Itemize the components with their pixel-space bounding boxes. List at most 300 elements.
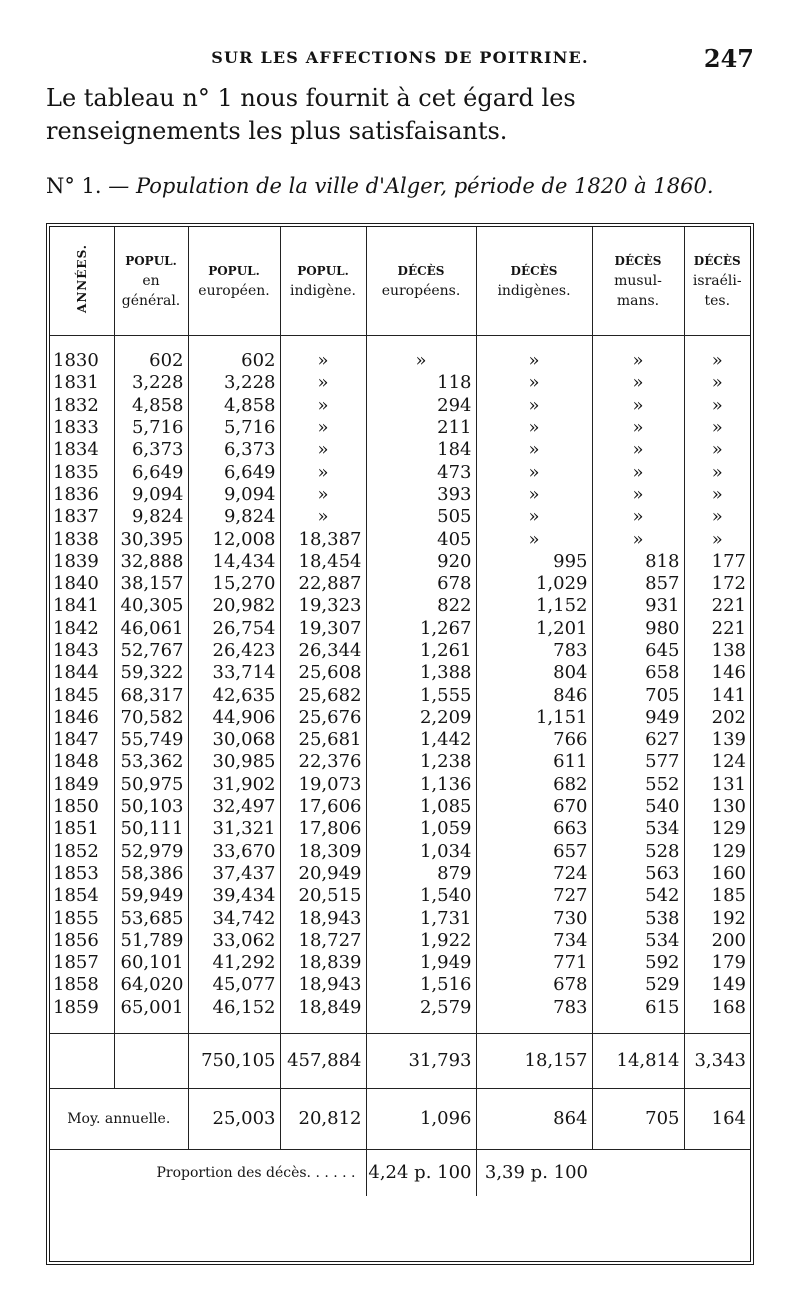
- cell-deces-indigenes: 657: [476, 841, 592, 863]
- col-header-deces-israelites: [684, 227, 750, 336]
- cell-deces-indigenes: 1,152: [476, 595, 592, 617]
- cell-pop-europeen: 34,742: [188, 907, 280, 929]
- cell-annee: 1859: [53, 996, 99, 1018]
- cell-deces-europeens: 294: [366, 395, 476, 417]
- total-cell: [50, 1033, 114, 1088]
- table-row: [50, 417, 750, 439]
- cell-pop-general: 40,305: [114, 595, 188, 617]
- cell-pop-europeen: 26,423: [188, 640, 280, 662]
- table-row: [50, 774, 750, 796]
- table-title: — Population de la ville d'Alger, période de 1820 à 1860.: [108, 174, 714, 198]
- table-row: [50, 573, 750, 595]
- cell-deces-indigenes: 1,029: [476, 573, 592, 595]
- header-line: en: [142, 273, 160, 289]
- header-row: [50, 227, 750, 336]
- cell-deces-musulmans: 818: [592, 551, 684, 573]
- cell-pop-general: 9,094: [114, 484, 188, 506]
- cell-pop-general: 60,101: [114, 952, 188, 974]
- cell-pop-general: 65,001: [114, 997, 188, 1019]
- cell-pop-europeen: 26,754: [188, 618, 280, 640]
- cell-deces-europeens: 1,555: [366, 684, 476, 706]
- cell-deces-europeens: 1,238: [366, 751, 476, 773]
- cell-pop-general: 52,979: [114, 841, 188, 863]
- cell-pop-indigene: 25,676: [280, 707, 366, 729]
- table-row: [50, 595, 750, 617]
- cell-pop-indigene: 18,454: [280, 551, 366, 573]
- header-line: POPUL.: [125, 254, 177, 268]
- cell-annee: 1858: [53, 974, 99, 996]
- average-deces-israelites: 164: [684, 1088, 750, 1149]
- population-table: [50, 227, 750, 1196]
- cell-annee: 1855: [53, 907, 99, 929]
- header-line: indigènes.: [497, 283, 571, 299]
- cell-deces-musulmans: 563: [592, 863, 684, 885]
- cell-deces-indigenes: 995: [476, 551, 592, 573]
- header-line: tes.: [704, 293, 731, 309]
- cell-annee: 1846: [53, 706, 99, 728]
- cell-annee: 1841: [53, 595, 99, 617]
- cell-deces-europeens: 1,261: [366, 640, 476, 662]
- cell-deces-israelites: 202: [684, 707, 750, 729]
- running-title: SUR LES AFFECTIONS DE POITRINE.: [211, 48, 589, 67]
- cell-deces-indigenes: 682: [476, 774, 592, 796]
- cell-deces-israelites: 141: [684, 684, 750, 706]
- table-row: [50, 395, 750, 417]
- cell-deces-musulmans: 528: [592, 841, 684, 863]
- table-row: [50, 863, 750, 885]
- totals-row: [50, 1033, 750, 1088]
- table-row: [50, 684, 750, 706]
- cell-pop-europeen: 12,008: [188, 528, 280, 550]
- cell-deces-musulmans: »: [592, 506, 684, 528]
- cell-pop-general: 68,317: [114, 684, 188, 706]
- header-line: POPUL.: [208, 264, 260, 278]
- cell-deces-europeens: 1,540: [366, 885, 476, 907]
- cell-pop-europeen: 37,437: [188, 863, 280, 885]
- cell-pop-europeen: 42,635: [188, 684, 280, 706]
- average-pop-europeen: 25,003: [188, 1088, 280, 1149]
- proportion-empty: [592, 1149, 684, 1196]
- table-row: [50, 618, 750, 640]
- header-line: israéli-: [692, 273, 742, 289]
- cell-pop-general: 59,322: [114, 662, 188, 684]
- cell-deces-europeens: 1,267: [366, 618, 476, 640]
- cell-deces-europeens: 1,516: [366, 974, 476, 996]
- cell-pop-indigene: 25,682: [280, 684, 366, 706]
- table-row: [50, 841, 750, 863]
- table-row: [50, 551, 750, 573]
- cell-deces-europeens: 1,922: [366, 930, 476, 952]
- cell-deces-indigenes: »: [476, 395, 592, 417]
- cell-annee: 1838: [53, 528, 99, 550]
- page-number: 247: [703, 44, 754, 73]
- cell-deces-europeens: 1,085: [366, 796, 476, 818]
- cell-deces-israelites: 172: [684, 573, 750, 595]
- cell-pop-general: 50,975: [114, 774, 188, 796]
- cell-pop-general: 55,749: [114, 729, 188, 751]
- cell-pop-indigene: »: [280, 439, 366, 461]
- cell-deces-europeens: 1,034: [366, 841, 476, 863]
- cell-pop-europeen: 33,670: [188, 841, 280, 863]
- total-cell: [114, 1033, 188, 1088]
- average-row: [50, 1088, 750, 1149]
- total-deces-europeens: 31,793: [366, 1033, 476, 1088]
- cell-annee: 1840: [53, 573, 99, 595]
- table-row: [50, 796, 750, 818]
- cell-deces-indigenes: 766: [476, 729, 592, 751]
- table-row: [50, 952, 750, 974]
- total-deces-indigenes: 18,157: [476, 1033, 592, 1088]
- cell-deces-musulmans: »: [592, 461, 684, 483]
- cell-annee: 1834: [53, 439, 99, 461]
- cell-deces-europeens: 2,209: [366, 707, 476, 729]
- cell-deces-indigenes: 724: [476, 863, 592, 885]
- cell-pop-indigene: 19,307: [280, 618, 366, 640]
- cell-deces-musulmans: 949: [592, 707, 684, 729]
- cell-deces-europeens: 1,059: [366, 818, 476, 840]
- cell-deces-musulmans: 627: [592, 729, 684, 751]
- cell-deces-musulmans: »: [592, 417, 684, 439]
- cell-annee: 1842: [53, 617, 99, 639]
- cell-pop-europeen: 3,228: [188, 372, 280, 394]
- cell-pop-general: 4,858: [114, 395, 188, 417]
- cell-deces-europeens: 920: [366, 551, 476, 573]
- cell-pop-indigene: »: [280, 461, 366, 483]
- cell-annee: 1854: [53, 885, 99, 907]
- cell-annee: 1839: [53, 550, 99, 572]
- cell-deces-israelites: »: [684, 484, 750, 506]
- cell-deces-indigenes: 734: [476, 930, 592, 952]
- cell-deces-israelites: 129: [684, 818, 750, 840]
- cell-pop-europeen: 602: [188, 336, 280, 373]
- cell-pop-europeen: 4,858: [188, 395, 280, 417]
- cell-deces-europeens: 118: [366, 372, 476, 394]
- cell-deces-europeens: 1,136: [366, 774, 476, 796]
- cell-annee: 1833: [53, 417, 99, 439]
- cell-pop-europeen: 30,985: [188, 751, 280, 773]
- table-row: [50, 461, 750, 483]
- table-footer: [50, 1019, 750, 1196]
- cell-deces-indigenes: 1,151: [476, 707, 592, 729]
- cell-deces-israelites: 131: [684, 774, 750, 796]
- cell-deces-israelites: »: [684, 417, 750, 439]
- cell-pop-europeen: 39,434: [188, 885, 280, 907]
- cell-deces-indigenes: 678: [476, 974, 592, 996]
- cell-deces-europeens: 678: [366, 573, 476, 595]
- cell-deces-indigenes: 663: [476, 818, 592, 840]
- cell-deces-musulmans: 980: [592, 618, 684, 640]
- table-frame: [46, 223, 754, 1265]
- cell-deces-musulmans: 658: [592, 662, 684, 684]
- table-row: [50, 751, 750, 773]
- cell-annee: 1835: [53, 461, 99, 483]
- col-header-pop-europeen: [188, 227, 280, 336]
- cell-deces-europeens: 1,388: [366, 662, 476, 684]
- cell-deces-israelites: »: [684, 372, 750, 394]
- cell-pop-indigene: 17,606: [280, 796, 366, 818]
- cell-annee: 1848: [53, 751, 99, 773]
- cell-deces-israelites: 130: [684, 796, 750, 818]
- cell-deces-israelites: 149: [684, 974, 750, 996]
- cell-pop-indigene: 22,887: [280, 573, 366, 595]
- cell-pop-indigene: 19,073: [280, 774, 366, 796]
- cell-pop-general: 53,362: [114, 751, 188, 773]
- cell-pop-europeen: 32,497: [188, 796, 280, 818]
- cell-pop-europeen: 45,077: [188, 974, 280, 996]
- total-pop-europeen: 750,105: [188, 1033, 280, 1088]
- cell-deces-musulmans: 540: [592, 796, 684, 818]
- cell-deces-indigenes: »: [476, 336, 592, 373]
- table-row: [50, 974, 750, 996]
- cell-pop-europeen: 9,094: [188, 484, 280, 506]
- cell-deces-israelites: 168: [684, 997, 750, 1019]
- cell-pop-europeen: 6,649: [188, 461, 280, 483]
- cell-pop-europeen: 5,716: [188, 417, 280, 439]
- header-line: indigène.: [290, 283, 356, 299]
- table-row: [50, 729, 750, 751]
- cell-deces-indigenes: 611: [476, 751, 592, 773]
- cell-annee: 1856: [53, 929, 99, 951]
- cell-pop-general: 9,824: [114, 506, 188, 528]
- average-label: Moy. annuelle.: [50, 1088, 188, 1149]
- header-line: DÉCÈS: [397, 264, 445, 278]
- col-header-pop-general: [114, 227, 188, 336]
- table-row: [50, 930, 750, 952]
- table-row: [50, 640, 750, 662]
- cell-pop-indigene: »: [280, 417, 366, 439]
- proportion-empty: [684, 1149, 750, 1196]
- cell-deces-europeens: 1,731: [366, 907, 476, 929]
- average-pop-indigene: 20,812: [280, 1088, 366, 1149]
- cell-deces-musulmans: 705: [592, 684, 684, 706]
- cell-deces-israelites: 139: [684, 729, 750, 751]
- cell-deces-israelites: 192: [684, 907, 750, 929]
- cell-pop-europeen: 14,434: [188, 551, 280, 573]
- header-line: général.: [121, 293, 181, 309]
- cell-deces-indigenes: 1,201: [476, 618, 592, 640]
- cell-pop-europeen: 31,321: [188, 818, 280, 840]
- cell-deces-indigenes: 670: [476, 796, 592, 818]
- cell-pop-general: 58,386: [114, 863, 188, 885]
- cell-deces-musulmans: 645: [592, 640, 684, 662]
- table-number: N° 1.: [46, 174, 102, 198]
- col-header-deces-indigenes: [476, 227, 592, 336]
- cell-pop-general: 64,020: [114, 974, 188, 996]
- table-body: [50, 336, 750, 1019]
- header-line: mans.: [616, 293, 660, 309]
- cell-deces-indigenes: »: [476, 461, 592, 483]
- cell-pop-europeen: 44,906: [188, 707, 280, 729]
- cell-pop-europeen: 30,068: [188, 729, 280, 751]
- cell-pop-general: 50,111: [114, 818, 188, 840]
- spacer-row: [50, 1019, 750, 1034]
- table-row: [50, 997, 750, 1019]
- proportion-row: [50, 1149, 750, 1196]
- header-line: DÉCÈS: [693, 254, 741, 268]
- cell-deces-indigenes: 804: [476, 662, 592, 684]
- cell-deces-musulmans: 931: [592, 595, 684, 617]
- cell-pop-indigene: 18,387: [280, 528, 366, 550]
- col-header-annees-label: ANNÉES.: [74, 243, 89, 313]
- cell-deces-musulmans: 592: [592, 952, 684, 974]
- average-deces-indigenes: 864: [476, 1088, 592, 1149]
- cell-deces-indigenes: 730: [476, 907, 592, 929]
- cell-deces-israelites: »: [684, 439, 750, 461]
- cell-pop-indigene: »: [280, 336, 366, 373]
- cell-pop-indigene: 18,839: [280, 952, 366, 974]
- cell-pop-general: 3,228: [114, 372, 188, 394]
- cell-pop-indigene: »: [280, 372, 366, 394]
- cell-pop-general: 70,582: [114, 707, 188, 729]
- cell-pop-indigene: 20,949: [280, 863, 366, 885]
- header-line: européen.: [198, 283, 270, 299]
- cell-pop-general: 6,373: [114, 439, 188, 461]
- cell-annee: 1831: [53, 372, 99, 394]
- cell-pop-indigene: 25,681: [280, 729, 366, 751]
- cell-pop-general: 602: [114, 336, 188, 373]
- cell-deces-musulmans: 577: [592, 751, 684, 773]
- cell-deces-europeens: 393: [366, 484, 476, 506]
- cell-deces-musulmans: 552: [592, 774, 684, 796]
- cell-deces-israelites: 124: [684, 751, 750, 773]
- cell-pop-indigene: 18,727: [280, 930, 366, 952]
- cell-pop-general: 5,716: [114, 417, 188, 439]
- cell-deces-europeens: 1,949: [366, 952, 476, 974]
- cell-deces-israelites: »: [684, 395, 750, 417]
- table-row: [50, 439, 750, 461]
- cell-deces-europeens: 473: [366, 461, 476, 483]
- cell-annee: 1850: [53, 796, 99, 818]
- header-line: DÉCÈS: [510, 264, 558, 278]
- cell-deces-europeens: 879: [366, 863, 476, 885]
- cell-deces-musulmans: 534: [592, 818, 684, 840]
- cell-pop-indigene: 26,344: [280, 640, 366, 662]
- col-header-deces-musulmans: [592, 227, 684, 336]
- cell-deces-europeens: 211: [366, 417, 476, 439]
- table-row: [50, 818, 750, 840]
- cell-pop-indigene: 18,943: [280, 907, 366, 929]
- cell-pop-general: 53,685: [114, 907, 188, 929]
- cell-pop-europeen: 20,982: [188, 595, 280, 617]
- table-row: [50, 907, 750, 929]
- cell-pop-indigene: 19,323: [280, 595, 366, 617]
- cell-deces-musulmans: 538: [592, 907, 684, 929]
- header-line: POPUL.: [297, 264, 349, 278]
- cell-pop-general: 59,949: [114, 885, 188, 907]
- cell-pop-indigene: 17,806: [280, 818, 366, 840]
- cell-deces-europeens: 184: [366, 439, 476, 461]
- cell-deces-musulmans: 542: [592, 885, 684, 907]
- cell-deces-israelites: 160: [684, 863, 750, 885]
- cell-pop-europeen: 46,152: [188, 997, 280, 1019]
- cell-deces-musulmans: 529: [592, 974, 684, 996]
- cell-annee: 1851: [53, 818, 99, 840]
- cell-deces-israelites: »: [684, 506, 750, 528]
- cell-deces-israelites: »: [684, 461, 750, 483]
- cell-pop-indigene: 25,608: [280, 662, 366, 684]
- average-deces-musulmans: 705: [592, 1088, 684, 1149]
- table-row: [50, 528, 750, 550]
- cell-deces-israelites: »: [684, 528, 750, 550]
- cell-deces-indigenes: 727: [476, 885, 592, 907]
- cell-deces-indigenes: 771: [476, 952, 592, 974]
- cell-deces-europeens: »: [366, 336, 476, 373]
- cell-annee: 1849: [53, 773, 99, 795]
- cell-deces-musulmans: »: [592, 336, 684, 373]
- cell-deces-musulmans: »: [592, 484, 684, 506]
- cell-deces-indigenes: »: [476, 372, 592, 394]
- intro-paragraph: Le tableau n° 1 nous fournit à cet égard les renseignements les plus satisfaisants.: [46, 84, 576, 145]
- cell-deces-indigenes: »: [476, 439, 592, 461]
- cell-pop-europeen: 33,714: [188, 662, 280, 684]
- cell-pop-general: 6,649: [114, 461, 188, 483]
- cell-pop-general: 50,103: [114, 796, 188, 818]
- cell-annee: 1836: [53, 483, 99, 505]
- cell-deces-indigenes: »: [476, 506, 592, 528]
- cell-pop-general: 52,767: [114, 640, 188, 662]
- cell-pop-general: 38,157: [114, 573, 188, 595]
- cell-deces-israelites: 221: [684, 618, 750, 640]
- cell-annee: 1852: [53, 840, 99, 862]
- table-row: [50, 662, 750, 684]
- cell-pop-europeen: 6,373: [188, 439, 280, 461]
- cell-pop-indigene: 18,943: [280, 974, 366, 996]
- cell-pop-indigene: 22,376: [280, 751, 366, 773]
- cell-pop-general: 46,061: [114, 618, 188, 640]
- cell-pop-indigene: 18,849: [280, 997, 366, 1019]
- cell-pop-europeen: 41,292: [188, 952, 280, 974]
- cell-pop-indigene: »: [280, 484, 366, 506]
- cell-deces-europeens: 822: [366, 595, 476, 617]
- cell-deces-indigenes: »: [476, 417, 592, 439]
- table-row: [50, 372, 750, 394]
- table-row: [50, 707, 750, 729]
- cell-deces-israelites: 221: [684, 595, 750, 617]
- cell-pop-general: 30,395: [114, 528, 188, 550]
- cell-deces-israelites: 177: [684, 551, 750, 573]
- cell-pop-indigene: »: [280, 395, 366, 417]
- cell-deces-musulmans: 857: [592, 573, 684, 595]
- cell-pop-general: 32,888: [114, 551, 188, 573]
- table-row: [50, 885, 750, 907]
- cell-deces-musulmans: »: [592, 528, 684, 550]
- cell-annee: 1847: [53, 729, 99, 751]
- total-pop-indigene: 457,884: [280, 1033, 366, 1088]
- cell-deces-europeens: 505: [366, 506, 476, 528]
- header-line: européens.: [381, 283, 461, 299]
- cell-deces-musulmans: 615: [592, 997, 684, 1019]
- cell-pop-indigene: »: [280, 506, 366, 528]
- cell-annee: 1837: [53, 506, 99, 528]
- table-row: [50, 484, 750, 506]
- total-deces-musulmans: 14,814: [592, 1033, 684, 1088]
- cell-deces-israelites: 129: [684, 841, 750, 863]
- cell-deces-musulmans: »: [592, 395, 684, 417]
- cell-deces-indigenes: »: [476, 528, 592, 550]
- cell-deces-israelites: 146: [684, 662, 750, 684]
- proportion-indigenes: 3,39 p. 100: [476, 1149, 592, 1196]
- cell-annee: 1830: [53, 350, 99, 372]
- col-header-pop-indigene: [280, 227, 366, 336]
- cell-deces-musulmans: »: [592, 439, 684, 461]
- cell-pop-indigene: 20,515: [280, 885, 366, 907]
- header-line: musul-: [614, 273, 662, 289]
- cell-pop-general: 51,789: [114, 930, 188, 952]
- cell-pop-europeen: 15,270: [188, 573, 280, 595]
- cell-deces-israelites: 185: [684, 885, 750, 907]
- cell-deces-musulmans: »: [592, 372, 684, 394]
- cell-deces-indigenes: 783: [476, 640, 592, 662]
